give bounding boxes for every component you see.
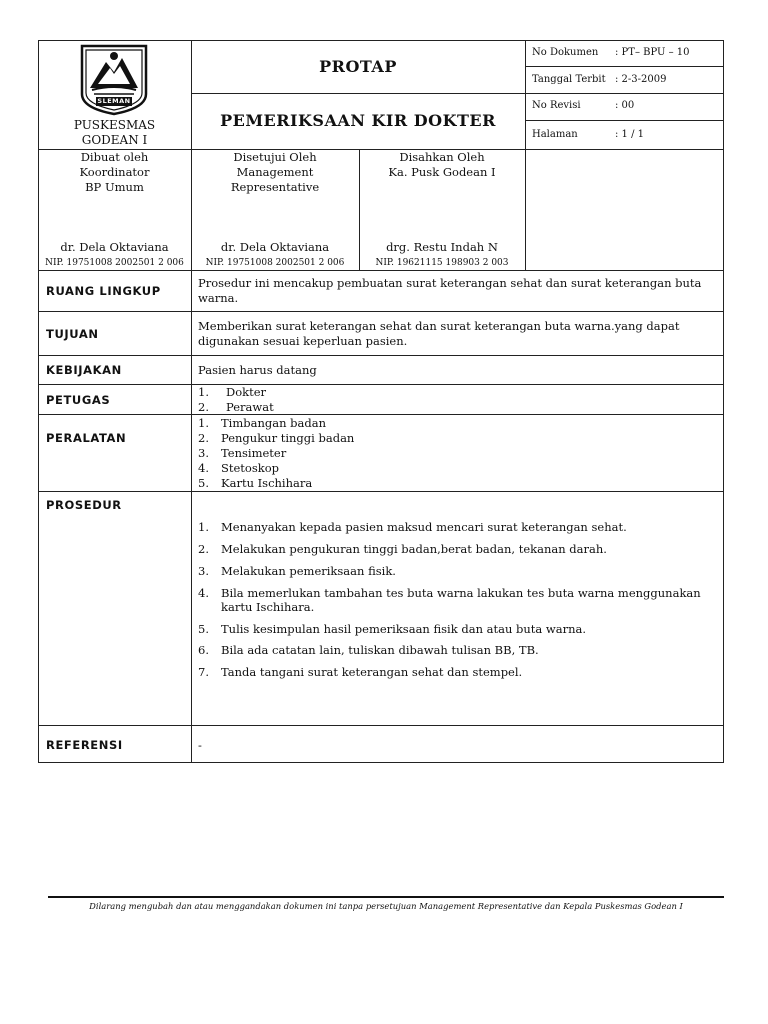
sleman-logo	[76, 44, 152, 116]
prosedur-step-3: Melakukan pemeriksaan fisik.	[221, 564, 396, 578]
prosedur-step-7: Tanda tangani surat keterangan sehat dan stempel.	[221, 665, 523, 679]
ruang-lingkup-line-1: Prosedur ini mencakup pembuatan surat keterangan sehat dan surat keterangan buta	[198, 276, 702, 290]
footer-rule	[48, 896, 724, 898]
sig-divider-3	[525, 149, 526, 270]
sig-1-role-line-3: BP Umum	[85, 180, 144, 194]
title-divider	[191, 93, 525, 94]
prosedur-step-5: Tulis kesimpulan hasil pemeriksaan fisik dan atau buta warna.	[221, 622, 587, 636]
meta-label-tanggal-terbit: Tanggal Terbit	[532, 74, 606, 85]
sig-1-nip: NIP. 19751008 2002501 2 006	[45, 258, 184, 268]
tujuan-line-1: Memberikan surat keterangan sehat dan surat keterangan buta warna.yang dapat	[198, 319, 680, 333]
sig-3-role-line-2: Ka. Pusk Godean I	[388, 165, 496, 179]
tujuan-line-2: digunakan sesuai keperluan pasien.	[198, 334, 408, 348]
sig-2-name: dr. Dela Oktaviana	[220, 240, 330, 254]
sig-1-role-line-1: Dibuat oleh	[80, 150, 149, 164]
prosedur-step-4-cont: kartu Ischihara.	[221, 600, 315, 614]
org-name-line-2: GODEAN I	[81, 133, 148, 147]
label-petugas: PETUGAS	[46, 393, 111, 407]
label-peralatan: PERALATAN	[46, 431, 127, 445]
prosedur-step-1: Menanyakan kepada pasien maksud mencari surat keterangan sehat.	[221, 520, 627, 534]
ruang-lingkup-line-2: warna.	[198, 291, 239, 305]
meta-value-tanggal-terbit: : 2-3-2009	[615, 74, 667, 85]
label-ruang-lingkup: RUANG LINGKUP	[46, 284, 161, 298]
prosedur-num-4: 4.	[198, 586, 209, 600]
meta-row-line-3	[525, 120, 724, 121]
row-line-tujuan	[38, 311, 724, 312]
peralatan-num-2: 2.	[198, 431, 209, 445]
peralatan-num-3: 3.	[198, 446, 209, 460]
meta-value-halaman: : 1 / 1	[615, 129, 644, 140]
peralatan-item-2: Pengukur tinggi badan	[221, 431, 355, 445]
prosedur-num-2: 2.	[198, 542, 209, 556]
row-line-petugas	[38, 384, 724, 385]
footer-disclaimer: Dilarang mengubah dan atau menggandakan dokumen ini tanpa persetujuan Management Representative dan Kepala Puskesmas Godean I	[89, 901, 683, 911]
peralatan-item-3: Tensimeter	[221, 446, 287, 460]
meta-label-no-revisi: No Revisi	[532, 100, 581, 111]
header-divider-meta	[525, 40, 526, 150]
label-prosedur: PROSEDUR	[46, 498, 122, 512]
sig-2-nip: NIP. 19751008 2002501 2 006	[205, 258, 345, 268]
peralatan-item-5: Kartu Ischihara	[221, 476, 313, 490]
sig-bottom-line	[38, 270, 724, 271]
peralatan-num-4: 4.	[198, 461, 209, 475]
prosedur-step-2: Melakukan pengukuran tinggi badan,berat badan, tekanan darah.	[221, 542, 607, 556]
sig-1-role-line-2: Koordinator	[79, 165, 150, 179]
meta-value-no-dokumen: : PT– BPU – 10	[615, 47, 690, 58]
petugas-num-1: 1.	[198, 385, 209, 399]
row-line-prosedur	[38, 491, 724, 492]
org-name-line-1: PUSKESMAS	[73, 118, 156, 132]
peralatan-item-1: Timbangan badan	[221, 416, 326, 430]
prosedur-num-6: 6.	[198, 643, 209, 657]
prosedur-step-4: Bila memerlukan tambahan tes buta warna lakukan tes buta warna menggunakan	[221, 586, 701, 600]
prosedur-num-5: 5.	[198, 622, 209, 636]
prosedur-step-6: Bila ada catatan lain, tuliskan dibawah tulisan BB, TB.	[221, 643, 539, 657]
meta-label-halaman: Halaman	[532, 129, 578, 140]
label-kebijakan: KEBIJAKAN	[46, 363, 122, 377]
peralatan-num-5: 5.	[198, 476, 209, 490]
prosedur-num-3: 3.	[198, 564, 209, 578]
sig-2-role-line-2: Management	[236, 165, 314, 179]
sig-3-role-line-1: Disahkan Oleh	[399, 150, 485, 164]
prosedur-num-1: 1.	[198, 520, 209, 534]
sig-3-name: drg. Restu Indah N	[386, 240, 498, 254]
label-tujuan: TUJUAN	[46, 327, 99, 341]
label-referensi: REFERENSI	[46, 738, 123, 752]
meta-row-line-2	[525, 93, 724, 94]
doc-type-title: PROTAP	[319, 57, 397, 76]
meta-value-no-revisi: : 00	[615, 100, 635, 111]
sig-2-role-line-3: Representative	[230, 180, 320, 194]
peralatan-item-4: Stetoskop	[221, 461, 280, 475]
petugas-item-1: Dokter	[226, 385, 267, 399]
petugas-num-2: 2.	[198, 400, 209, 414]
doc-main-title: PEMERIKSAAN KIR DOKTER	[220, 111, 496, 130]
row-line-kebijakan	[38, 355, 724, 356]
meta-label-no-dokumen: No Dokumen	[532, 47, 599, 58]
logo-text: SLEMAN	[97, 97, 131, 105]
meta-row-line-1	[525, 66, 724, 67]
row-line-peralatan	[38, 414, 724, 415]
kebijakan-text: Pasien harus datang	[198, 363, 317, 377]
sig-3-nip: NIP. 19621115 198903 2 003	[375, 258, 509, 268]
row-line-referensi	[38, 725, 724, 726]
referensi-text: -	[198, 738, 202, 752]
sig-1-name: dr. Dela Oktaviana	[60, 240, 169, 254]
petugas-item-2: Perawat	[226, 400, 274, 414]
sig-2-role-line-1: Disetujui Oleh	[233, 150, 317, 164]
peralatan-num-1: 1.	[198, 416, 209, 430]
prosedur-num-7: 7.	[198, 665, 209, 679]
